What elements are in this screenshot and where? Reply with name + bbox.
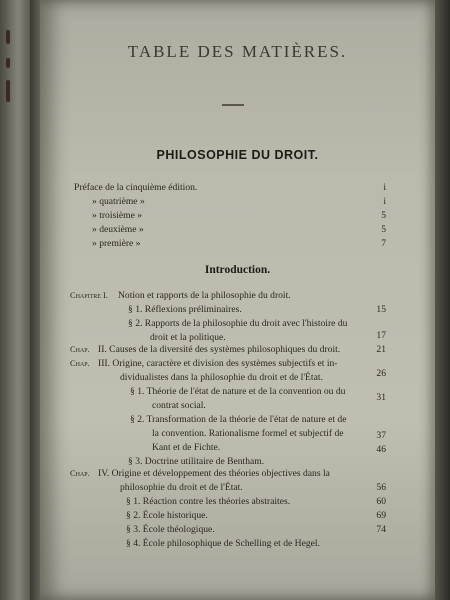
toc-page: 74 — [376, 524, 386, 535]
preface-line: » troisième » — [92, 210, 143, 221]
toc-entry: IV. Origine et développement des théories objectives dans la — [98, 468, 330, 479]
toc-entry: § 3. Doctrine utilitaire de Bentham. — [128, 456, 265, 467]
toc-entry: § 2. Transformation de la théorie de l'état de nature et de — [130, 414, 347, 425]
toc-entry: dividualistes dans la philosophie du droit et de l'État. — [120, 372, 323, 383]
entry-prefix: Chap. — [70, 359, 90, 368]
facing-page-edge — [0, 0, 30, 600]
toc-entry: Kant et de Fichte. — [152, 442, 221, 453]
toc-entry: § 2. École historique. — [126, 510, 208, 521]
toc-page: 17 — [376, 330, 386, 341]
entry-prefix: Chap. — [70, 345, 90, 354]
toc-entry: contrat social. — [152, 400, 206, 411]
toc-page: 69 — [376, 510, 386, 521]
entry-prefix: Chapitre I. — [70, 291, 108, 300]
toc-entry: § 1. Théorie de l'état de nature et de la convention ou du — [130, 386, 346, 397]
toc-page: 26 — [376, 368, 386, 379]
toc-entry: § 3. École théologique. — [126, 524, 215, 535]
introduction-heading: Introduction. — [204, 264, 271, 276]
preface-page: i — [383, 196, 386, 207]
preface-page: i — [383, 182, 386, 193]
toc-entry: la convention. Rationalisme formel et subjectif de — [152, 428, 344, 439]
book-page — [40, 0, 435, 600]
toc-page: 46 — [376, 444, 386, 455]
toc-page: 31 — [376, 392, 386, 403]
toc-page: 15 — [376, 304, 386, 315]
page-stack-edge — [435, 0, 450, 600]
page-title: TABLE DES MATIÈRES. — [127, 42, 348, 61]
binding-mark — [6, 80, 10, 102]
preface-line: Préface de la cinquième édition. — [74, 182, 198, 193]
preface-line: » quatrième » — [92, 196, 145, 207]
toc-page: 60 — [376, 496, 386, 507]
toc-page: 37 — [376, 430, 386, 441]
toc-entry: § 4. École philosophique de Schelling et de Hegel. — [126, 538, 320, 549]
toc-entry: § 1. Réaction contre les théories abstraites. — [126, 496, 291, 507]
toc-entry: Notion et rapports de la philosophie du droit. — [118, 290, 291, 301]
binding-mark — [6, 30, 10, 44]
toc-entry: II. Causes de la diversité des systèmes philosophiques du droit. — [98, 344, 341, 355]
toc-entry: droit et la politique. — [150, 332, 226, 343]
toc-entry: III. Origine, caractère et division des systèmes subjectifs et in- — [98, 358, 338, 369]
preface-line: » deuxième » — [92, 224, 144, 235]
preface-page: 5 — [381, 224, 386, 235]
entry-prefix: Chap. — [70, 469, 90, 478]
section-title: PHILOSOPHIE DU DROIT. — [156, 148, 319, 162]
toc-page: 56 — [376, 482, 386, 493]
toc-entry: philosophie du droit et de l'État. — [120, 482, 243, 493]
toc-entry: § 2. Rapports de la philosophie du droit avec l'histoire du — [128, 318, 348, 329]
preface-page: 5 — [381, 210, 386, 221]
preface-line: » première » — [92, 238, 141, 249]
binding-mark — [6, 58, 10, 68]
toc-entry: § 1. Réflexions préliminaires. — [128, 304, 242, 315]
preface-page: 7 — [381, 238, 386, 249]
toc-page: 21 — [376, 344, 386, 355]
title-divider — [222, 104, 244, 106]
